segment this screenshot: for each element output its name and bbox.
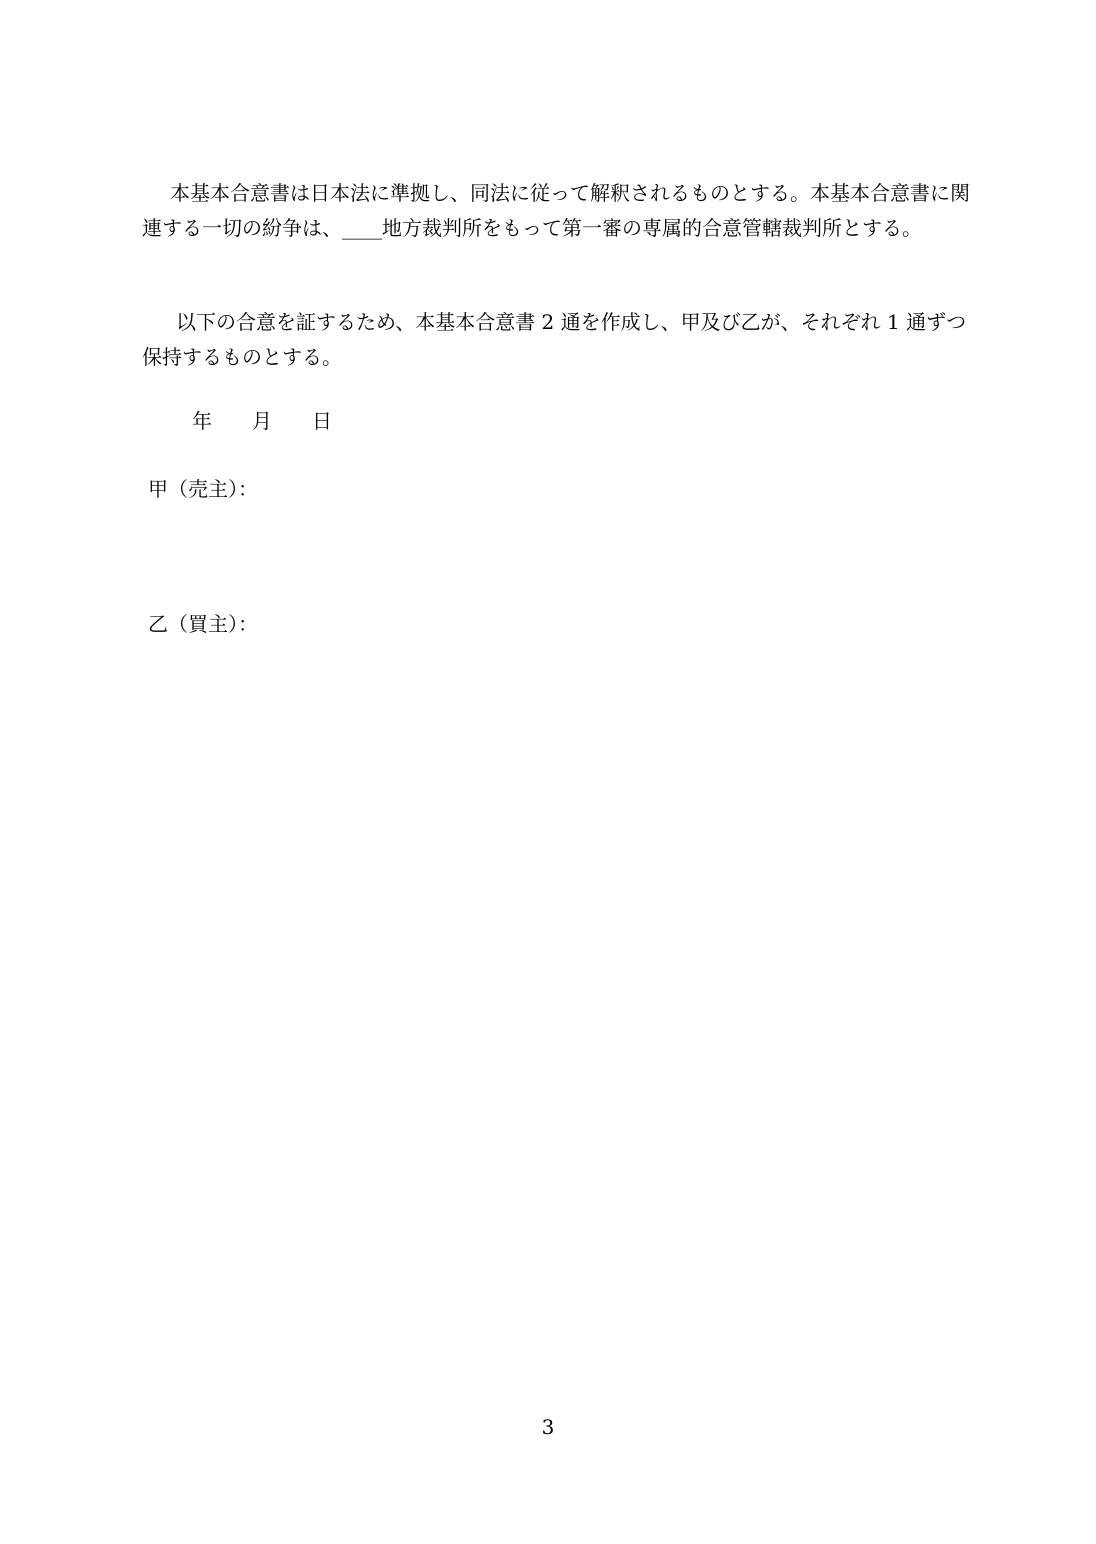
date-line: 年 月 日 bbox=[192, 409, 332, 433]
party-b-buyer-label: 乙（買主）： bbox=[148, 612, 258, 636]
counterparts-paragraph bbox=[142, 305, 967, 375]
governing-law-line-1: 本基本合意書は日本法に準拠し、同法に従って解釈されるものとする。本基本合意書に関 bbox=[170, 181, 970, 205]
counterparts-line-2: 保持するものとする。 bbox=[142, 345, 342, 369]
party-a-seller-label: 甲（売主）： bbox=[148, 477, 258, 501]
governing-law-paragraph bbox=[142, 176, 970, 246]
governing-law-line-2: 連する一切の紛争は、____地方裁判所をもって第一審の専属的合意管轄裁判所とする。 bbox=[142, 216, 922, 240]
page-number: 3 bbox=[541, 1415, 555, 1439]
counterparts-line-1: 以下の合意を証するため、本基本合意書 2 通を作成し、甲及び乙が、それぞれ 1 通ずつ bbox=[176, 310, 967, 334]
